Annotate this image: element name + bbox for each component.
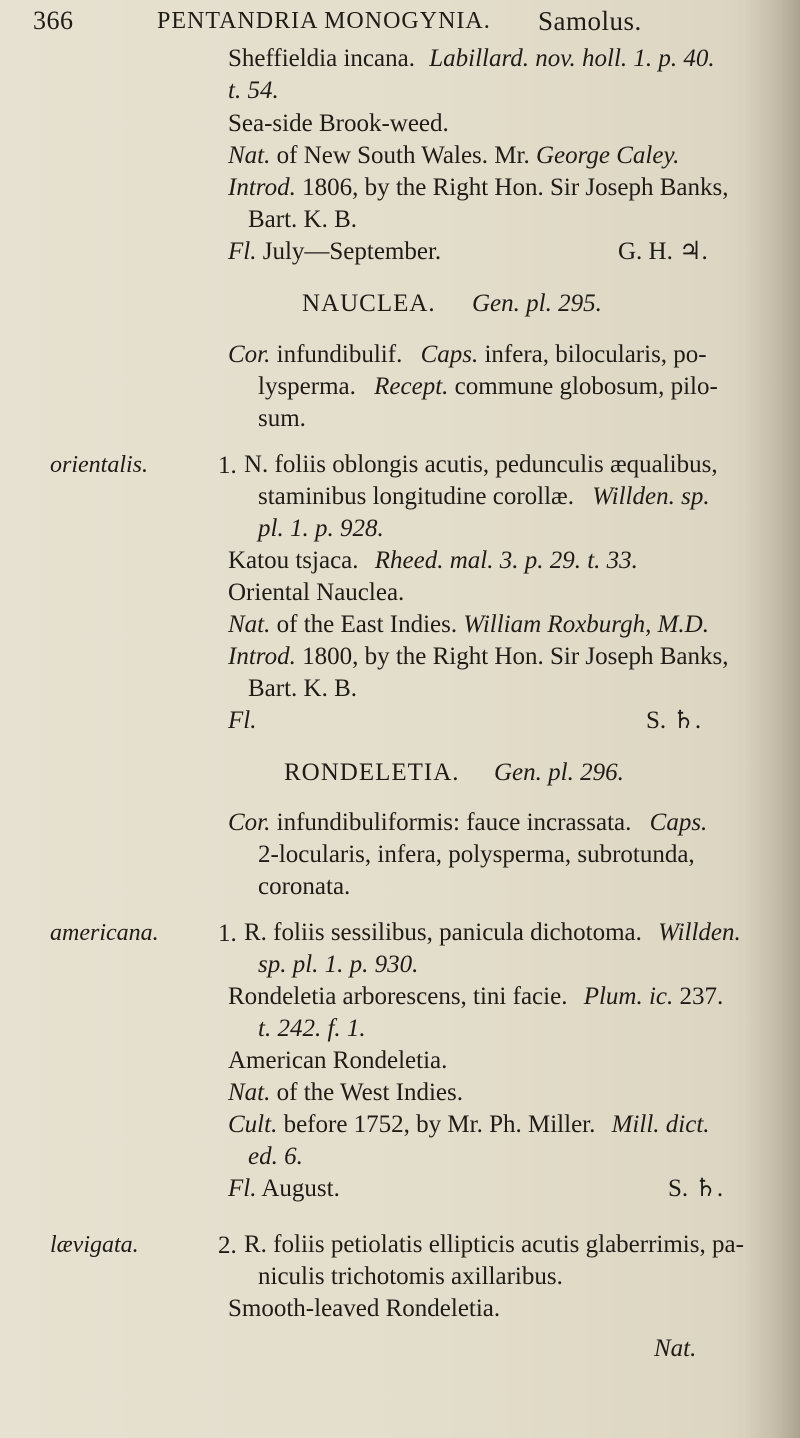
text-line [228,342,707,367]
genus-reference: Gen. pl. 295. [472,290,602,317]
text-span: commune globosum, pilo- [454,373,718,400]
genus-heading: NAUCLEA. [302,290,436,317]
text-line: sp. pl. 1. p. 930. [258,951,419,978]
label-fl: Fl. [228,1175,257,1202]
species-number: 1. [218,920,237,947]
text-line: niculis trichotomis axillaribus. [258,1263,563,1290]
text-line [244,920,741,945]
text-line [228,143,679,168]
text-line [228,1176,340,1201]
reference: Willden. sp. [592,483,710,510]
habitat-symbol: S. ♄. [646,707,702,734]
flowering-time: July—September. [262,238,442,265]
synonym: Rondeletia arborescens, tini facie. [228,983,568,1010]
label-fl: Fl. [228,707,257,734]
text-line [228,984,723,1009]
collector: George Caley. [535,142,680,169]
running-title: PENTANDRIA MONOGYNIA. [157,8,491,34]
diagnosis: R. foliis petiolatis ellipticis acutis glaberrimis, pa- [244,1231,744,1258]
habitat-symbol: S. ♄. [668,1175,724,1202]
text-span: lysperma. [258,373,356,400]
introduction-text: 1800, by the Right Hon. Sir Joseph Banks, [302,643,729,670]
margin-species-name: lævigata. [50,1232,139,1258]
label-cor: Cor. [228,341,271,368]
label-introd: Introd. [228,643,296,670]
diagnosis: R. foliis sessilibus, panicula dichotoma. [244,919,642,946]
common-name: Smooth-leaved Rondeletia. [228,1295,501,1322]
reference: Plum. ic. [583,983,674,1010]
label-nat: Nat. [228,611,271,638]
genus-heading: RONDELETIA. [284,759,460,786]
species-number: 2. [218,1232,237,1259]
text-line [228,548,638,573]
capsule-text: infera, bilocularis, po- [484,341,707,368]
species-name: Sheffieldia incana. [228,45,415,72]
text-line: Bart. K. B. [248,206,358,233]
genus-reference: Gen. pl. 296. [494,759,624,786]
cultivation-text: before 1752, by Mr. Ph. Miller. [283,1111,596,1138]
page-edge-shadow [745,0,800,1438]
text-line: t. 54. [228,77,279,104]
common-name: Oriental Nauclea. [228,579,405,606]
text-line [228,1080,463,1105]
native-of: of the East Indies. [276,611,458,638]
common-name: Sea-side Brook-weed. [228,110,449,137]
text-line [228,644,728,669]
diagnosis: N. foliis oblongis acutis, pedunculis æqualibus, [244,451,718,478]
label-caps: Caps. [420,341,479,368]
corolla-text: infundibuliformis: fauce incrassata. [276,809,632,836]
text-line [228,175,728,200]
catchword: Nat. [654,1335,697,1362]
text-line: sum. [258,405,306,432]
label-cor: Cor. [228,809,271,836]
reference: Willden. [658,919,741,946]
text-line [228,810,707,835]
label-caps: Caps. [649,809,708,836]
reference: Labillard. nov. holl. 1. p. 40. [429,45,715,72]
text-line [228,612,709,637]
native-of: of New South Wales. Mr. [276,142,530,169]
genus-title: Samolus. [538,6,642,36]
corolla-text: infundibulif. [276,341,403,368]
page-number: 366 [33,6,74,35]
reference: Mill. dict. [611,1111,710,1138]
margin-species-name: americana. [50,920,159,946]
species-number: 1. [218,452,237,479]
label-nat: Nat. [228,1079,271,1106]
label-introd: Introd. [228,174,296,201]
text-line: coronata. [258,873,351,900]
text-line [228,239,441,264]
synonym: Katou tsjaca. [228,547,359,574]
text-line: 2-locularis, infera, polysperma, subrotunda, [258,841,695,868]
label-recept: Recept. [374,373,449,400]
native-of: of the West Indies. [276,1079,464,1106]
text-span: staminibus longitudine corollæ. [258,483,574,510]
text-line: Bart. K. B. [248,675,358,702]
text-line [228,1112,710,1137]
text-line: ed. 6. [248,1143,303,1170]
label-cult: Cult. [228,1111,278,1138]
text-line: t. 242. f. 1. [258,1015,366,1042]
introduction-text: 1806, by the Right Hon. Sir Joseph Banks, [302,174,729,201]
text-line [258,374,718,399]
text-line [228,46,715,71]
label-fl: Fl. [228,238,257,265]
flowering-time: August. [261,1175,340,1202]
margin-species-name: orientalis. [50,452,149,478]
common-name: American Rondeletia. [228,1047,448,1074]
habitat-symbol: G. H. ♃. [618,238,708,265]
reference-number: 237. [679,983,724,1010]
text-line [258,484,710,509]
collector: William Roxburgh, M.D. [463,611,709,638]
text-line: pl. 1. p. 928. [258,515,384,542]
reference: Rheed. mal. 3. p. 29. t. 33. [374,547,638,574]
label-nat: Nat. [228,142,271,169]
